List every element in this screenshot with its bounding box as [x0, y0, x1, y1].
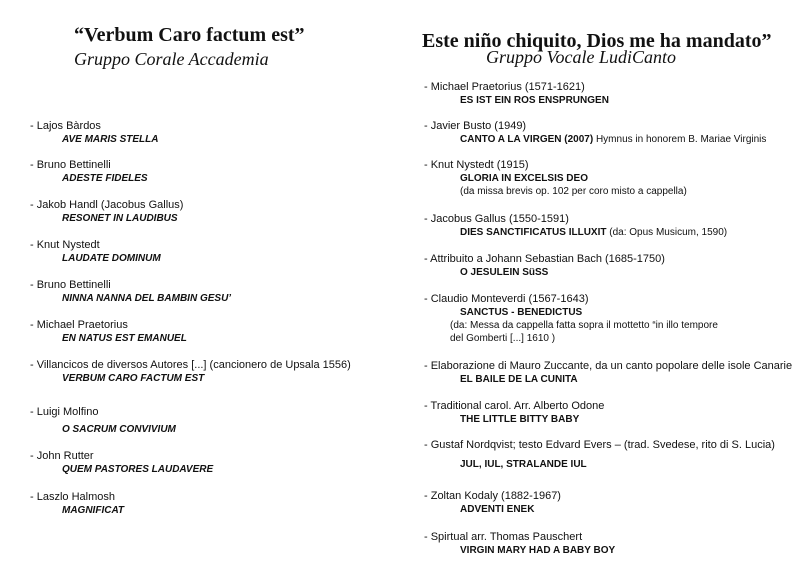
composer: - Bruno Bettinelli — [30, 159, 111, 171]
piece-title: MAGNIFICAT — [62, 505, 125, 516]
list-item — [424, 253, 665, 279]
right-title: Este niño chiquito, Dios me ha mandato” — [422, 30, 772, 52]
piece-title: JUL, IUL, STRALANDE IUL — [460, 459, 587, 470]
composer: - Luigi Molfino — [30, 406, 99, 418]
piece-title: ES IST EIN ROS ENSPRUNGEN — [460, 95, 609, 106]
list-item — [424, 213, 727, 239]
list-item — [30, 406, 176, 436]
list-item — [30, 491, 124, 517]
list-item — [30, 359, 351, 385]
composer: - John Rutter — [30, 450, 94, 462]
composer: - Knut Nystedt — [30, 239, 100, 251]
list-item — [424, 490, 561, 516]
composer: - Traditional carol. Arr. Alberto Odone — [424, 400, 605, 412]
piece-title: AVE MARIS STELLA — [62, 134, 159, 145]
piece-title: VIRGIN MARY HAD A BABY BOY — [460, 545, 616, 556]
piece-title: RESONET IN LAUDIBUS — [62, 213, 178, 224]
list-item — [424, 400, 604, 426]
piece-title: NINNA NANNA DEL BAMBIN GESU’ — [62, 293, 232, 304]
list-item — [30, 120, 158, 146]
piece-title: SANCTUS - BENEDICTUS — [460, 307, 583, 318]
composer: - Spirtual arr. Thomas Pauschert — [424, 531, 583, 543]
composer: - Laszlo Halmosh — [30, 491, 115, 503]
piece-title: VERBUM CARO FACTUM EST — [62, 373, 205, 384]
composer: - Gustaf Nordqvist; testo Edvard Evers – (trad. Svedese, rito di S. Lucia) — [424, 439, 775, 451]
list-item — [30, 279, 231, 305]
piece-title: ADVENTI ENEK — [460, 504, 535, 515]
list-item — [30, 239, 161, 265]
piece-note: (da missa brevis op. 102 per coro misto a cappella) — [460, 186, 687, 197]
list-item — [424, 360, 792, 386]
composer: - Zoltan Kodaly (1882-1967) — [424, 490, 561, 502]
composer: - Claudio Monteverdi (1567-1643) — [424, 293, 589, 305]
piece-name: CANTO A LA VIRGEN (2007) — [460, 134, 594, 145]
composer: - Jacobus Gallus (1550-1591) — [424, 213, 569, 225]
right-subtitle: Gruppo Vocale LudiCanto — [486, 47, 677, 67]
piece-note: del Gomberti [...] 1610 ) — [450, 333, 556, 344]
list-item — [424, 81, 609, 107]
piece-title: O SACRUM CONVIVIUM — [62, 424, 176, 435]
piece-title — [460, 133, 766, 146]
piece-title — [460, 226, 727, 239]
piece-title: QUEM PASTORES LAUDAVERE — [62, 464, 214, 475]
composer: - Bruno Bettinelli — [30, 279, 111, 291]
list-item — [424, 293, 718, 345]
piece-note: (da: Messa da cappella fatta sopra il mottetto “in illo tempore — [450, 320, 718, 331]
piece-note: Hymnus in honorem B. Mariae Virginis — [593, 134, 767, 145]
left-subtitle: Gruppo Corale Accademia — [74, 49, 269, 69]
composer: - Knut Nystedt (1915) — [424, 159, 529, 171]
list-item — [30, 319, 187, 345]
composer: - Michael Praetorius (1571-1621) — [424, 81, 585, 93]
piece-title: ADESTE FIDELES — [62, 173, 148, 184]
composer: - Lajos Bàrdos — [30, 120, 101, 132]
left-title: “Verbum Caro factum est” — [74, 24, 305, 46]
composer: - Michael Praetorius — [30, 319, 128, 331]
composer: - Villancicos de diversos Autores [...] (cancionero de Upsala 1556) — [30, 359, 351, 371]
piece-title: GLORIA IN EXCELSIS DEO — [460, 173, 588, 184]
list-item — [424, 439, 775, 471]
piece-title: O JESULEIN SüSS — [460, 267, 549, 278]
piece-note: (da: Opus Musicum, 1590) — [606, 227, 728, 238]
piece-name: DIES SANCTIFICATUS ILLUXIT — [460, 227, 607, 238]
list-item — [30, 159, 148, 185]
list-item — [424, 531, 615, 557]
piece-title: THE LITTLE BITTY BABY — [460, 414, 580, 425]
composer: - Javier Busto (1949) — [424, 120, 527, 132]
composer: - Attribuito a Johann Sebastian Bach (1685-1750) — [424, 253, 665, 265]
list-item — [424, 120, 766, 146]
list-item — [30, 199, 183, 225]
piece-title: EL BAILE DE LA CUNITA — [460, 374, 578, 385]
composer: - Jakob Handl (Jacobus Gallus) — [30, 199, 184, 211]
list-item — [30, 450, 213, 476]
piece-title: EN NATUS EST EMANUEL — [62, 333, 187, 344]
piece-title: LAUDATE DOMINUM — [62, 253, 161, 264]
list-item — [424, 159, 687, 198]
composer: - Elaborazione di Mauro Zuccante, da un canto popolare delle isole Canarie — [424, 360, 793, 372]
